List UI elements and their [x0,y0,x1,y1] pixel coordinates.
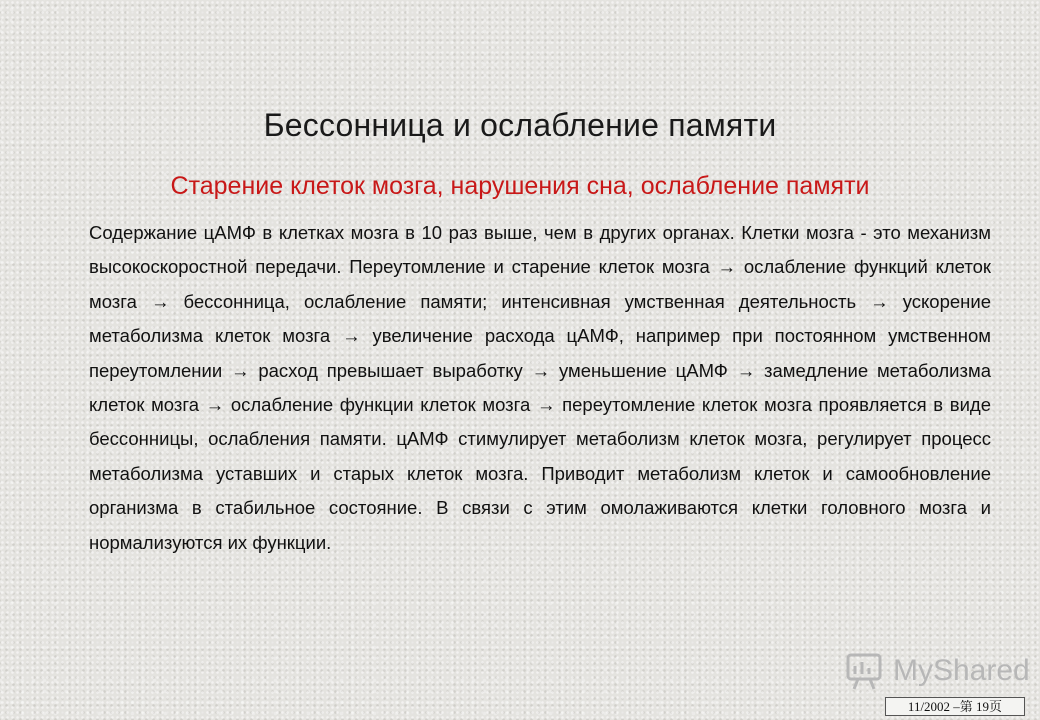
watermark-text: MyShared [893,654,1030,687]
slide-body-text: Содержание цАМФ в клетках мозга в 10 раз выше, чем в других органах. Клетки мозга - это механизм высокоскоростной передачи. Переутомление и старение клеток мозга → ослабление функций клеток мозга → бессонница, ослабление памяти; интенсивная умственная деятельность → ускорение метаболизма клеток мозга → увеличение расхода цАМФ, например при постоянном умственном переутомлении → расход превышает выработку → уменьшение цАМФ → замедление метаболизма клеток мозга → ослабление функции клеток мозга → переутомление клеток мозга проявляется в виде бессонницы, ослабления памяти. цАМФ стимулирует метаболизм клеток мозга, регулирует процесс метаболизма уставших и старых клеток мозга. Приводит метаболизм клеток и самообновление организма в стабильное состояние. В связи с этим омолаживаются клетки головного мозга и нормализуются их функции. [89,222,991,553]
slide-subtitle: Старение клеток мозга, нарушения сна, ослабление памяти [170,172,870,200]
slide-title: Бессонница и ослабление памяти [263,107,777,143]
myshared-watermark [845,652,1030,694]
presentation-board-icon [845,652,887,692]
page-number-label: 11/2002 –第 19页 [885,697,1025,716]
